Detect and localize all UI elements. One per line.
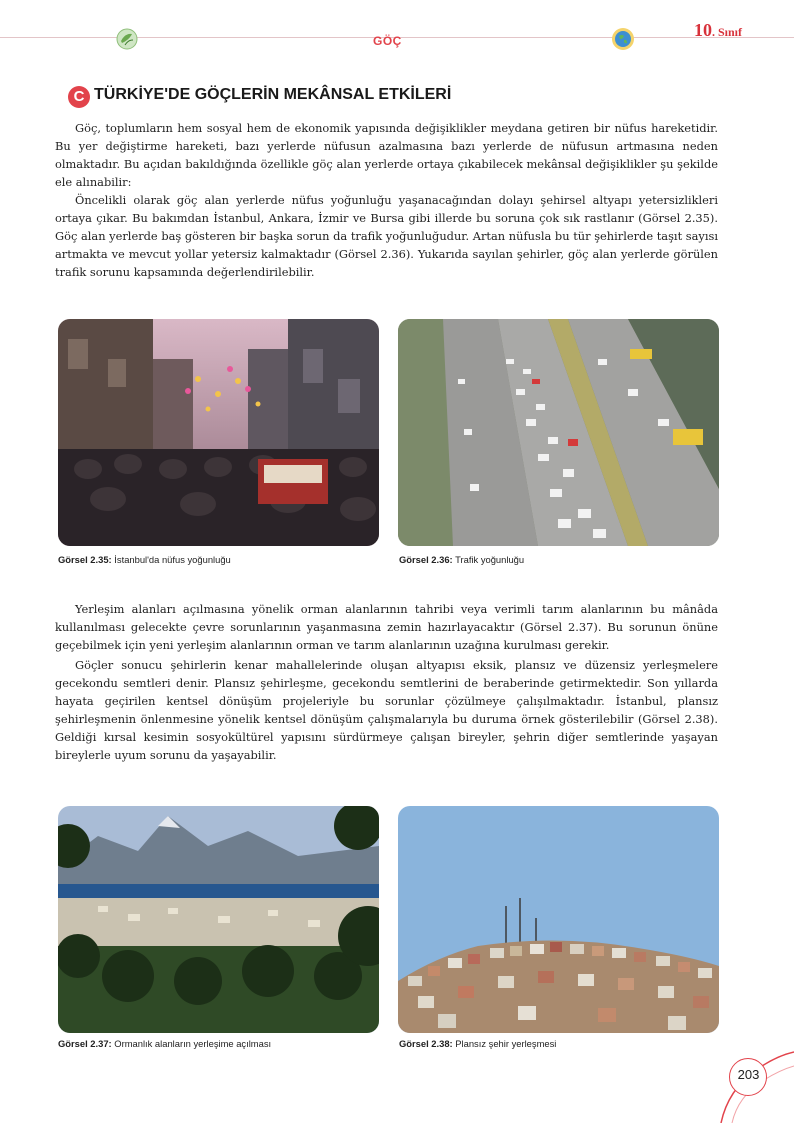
photo-istanbul-crowd xyxy=(58,319,379,546)
paragraph: Göç, toplumların hem sosyal hem de ekonomik yapısında değişiklikler meydana getiren bir nüfus hareketidir. Bu yer değiştirme hareketi, bazı yerlerde nüfusun azalmasına bazı yerlerde de nüfusun artmasına neden olmaktadır. Bu açıdan bakıldığında özellikle göç alan yerlerde ortaya çıkabilecek mekânsal değişiklikler şu şekilde ele alınabilir: xyxy=(55,121,718,189)
figure-ref: Görsel 2.37: xyxy=(58,1038,112,1049)
paragraph: Yerleşim alanları açılmasına yönelik orman alanlarının tahribi veya verimli tarım alanlarının bu mânâda kullanılması gelecekte çevre sorunlarının yaşanmasına zemin hazırlayacaktır (Görsel 2.37). Bu sorunun önüne geçebilmek için yeni yerleşim alanlarının orman ve tarım alanlarının uzağına kurulması gerekir. xyxy=(55,602,718,652)
section-title: TÜRKİYE'DE GÖÇLERİN MEKÂNSAL ETKİLERİ xyxy=(94,86,452,103)
figure-caption-text: Ormanlık alanların yerleşime açılması xyxy=(114,1038,272,1049)
figure-caption-text: Plansız şehir yerleşmesi xyxy=(455,1038,557,1049)
photo-traffic xyxy=(398,319,719,546)
grade-label xyxy=(694,20,742,41)
figure-caption xyxy=(58,554,231,565)
paragraph: Öncelikli olarak göç alan yerlerde nüfus yoğunluğu yaşanacağından dolayı şehirsel altyapı yetersizlikleri ortaya çıkar. Bu bakımdan İstanbul, Ankara, İzmir ve Bursa gibi illerde bu soruna çok sık rastlanır (Görsel 2.35). Göç alan yerlerde baş gösteren bir başka sorun da trafik yoğunluğudur. Artan nüfusla bu tür şehirlerde taşıt sayısı artmakta ve mevcut yollar yetersiz kalmaktadır (Görsel 2.36). Yukarıda sayılan şehirler, göç alan yerlerde görülen trafik sorunu kapsamında değerlendirilebilir. xyxy=(55,193,718,279)
photo-unplanned-settlement xyxy=(398,806,719,1033)
photo-forest-settlement xyxy=(58,806,379,1033)
figure-caption xyxy=(58,1038,271,1049)
figure-caption xyxy=(399,554,524,565)
figure-caption-text: İstanbul'da nüfus yoğunluğu xyxy=(114,554,231,565)
figure-ref: Görsel 2.38: xyxy=(399,1038,453,1049)
figure-caption-text: Trafik yoğunluğu xyxy=(455,554,525,565)
section-badge: C xyxy=(68,86,90,108)
leaf-globe-icon xyxy=(116,28,138,50)
world-globe-icon xyxy=(611,27,635,51)
figure-caption xyxy=(399,1038,556,1049)
grade-text: . Sınıf xyxy=(712,25,743,39)
grade-number: 10 xyxy=(694,20,712,40)
paragraph: Göçler sonucu şehirlerin kenar mahallelerinde oluşan altyapısı eksik, plansız ve düzensiz yerleşmelere gecekondu semtleri denir. Plansız şehirleşme, gecekondu semtlerini de beraberinde getirmektedir. Son yıllarda hayata geçirilen kentsel dönüşüm projeleriyle bu sorunlar çözülmeye çalışılmaktadır. İstanbul, plansız şehirleşmenin önlenmesine yönelik kentsel dönüşüm çalışmalarıyla bu duruma örnek gösterilebilir (Görsel 2.38). Geldiği kırsal kesimin sosyokültürel yapısını sürdürmeye çalışan bireyler, şehrin diğer semtlerinde yaşayan bireylerle uyum sorunu da yaşayabilir. xyxy=(55,658,718,762)
figure-ref: Görsel 2.36: xyxy=(399,554,453,565)
figure-ref: Görsel 2.35: xyxy=(58,554,112,565)
header-title: GÖÇ xyxy=(373,34,402,48)
page-number: 203 xyxy=(737,1067,760,1082)
